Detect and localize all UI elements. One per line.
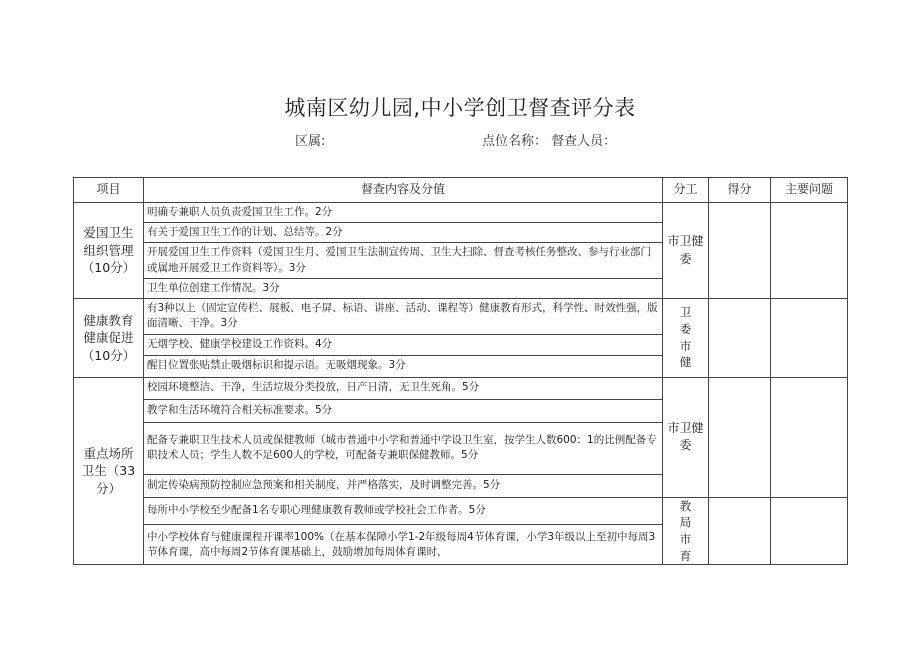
section-item: 爱国卫生组织管理（10分） xyxy=(74,203,144,299)
score-cell[interactable] xyxy=(709,299,771,377)
header-content: 督查内容及分值 xyxy=(144,178,663,203)
score-cell[interactable] xyxy=(709,203,771,299)
content-cell: 卫生单位创建工作情况。3分 xyxy=(144,278,663,298)
content-cell: 校园环境整洁、干净，生活垃圾分类投放，日产日清，无卫生死角。5分 xyxy=(144,377,663,399)
division-cell: 市卫健委 xyxy=(663,377,709,497)
header-score: 得分 xyxy=(709,178,771,203)
header-item: 项目 xyxy=(74,178,144,203)
table-row xyxy=(74,299,848,334)
content-cell: 明确专兼职人员负责爱国卫生工作。2分 xyxy=(144,203,663,223)
section-item: 重点场所卫生（33分） xyxy=(74,377,144,565)
content-cell: 开展爱国卫生工作资料（爱国卫生月、爱国卫生法制宣传周、卫生大扫除、督查考核任务整改、参与行业部门或属地开展爱卫工作资料等）。3分 xyxy=(144,243,663,278)
content-cell: 醒目位置张贴禁止吸烟标识和提示语。无吸烟现象。3分 xyxy=(144,355,663,377)
content-cell: 制定传染病预防控制应急预案和相关制度，并严格落实，及时调整完善。5分 xyxy=(144,474,663,497)
content-cell: 每所中小学校至少配备1名专职心理健康教育教师或学校社会工作者。5分 xyxy=(144,497,663,525)
document-title: 城南区幼儿园,中小学创卫督查评分表 xyxy=(284,96,636,120)
district-label: 区属: xyxy=(295,134,326,149)
location-people-label: 点位名称： 督查人员： xyxy=(482,134,617,149)
header-division: 分工 xyxy=(663,178,709,203)
table-header-row xyxy=(74,178,848,203)
content-cell: 无烟学校、健康学校建设工作资料。4分 xyxy=(144,334,663,355)
division-cell: 卫委市健 xyxy=(663,299,709,377)
division-cell: 教局市育 xyxy=(663,497,709,565)
issues-cell[interactable] xyxy=(771,497,848,565)
section-item: 健康教育健康促进（10分） xyxy=(74,299,144,377)
header-issues: 主要问题 xyxy=(771,178,848,203)
score-cell[interactable] xyxy=(709,497,771,565)
content-cell: 有3种以上（固定宣传栏、展板、电子屏、标语、讲座、活动、课程等）健康教育形式，科学性、时效性强，版面清晰、干净。3分 xyxy=(144,299,663,334)
issues-cell[interactable] xyxy=(771,203,848,299)
content-cell: 配备专兼职卫生技术人员或保健教师（城市普通中小学和普通中学设卫生室，按学生人数600：1的比例配备专职技术人员；学生人数不足600人的学校，可配备专兼职保健教师。5分 xyxy=(144,422,663,474)
table-row xyxy=(74,377,848,399)
table-row xyxy=(74,203,848,223)
score-table xyxy=(73,177,848,565)
issues-cell[interactable] xyxy=(771,377,848,497)
table-row xyxy=(74,497,848,525)
division-cell: 市卫健委 xyxy=(663,203,709,299)
content-cell: 中小学校体育与健康课程开课率100%（在基本保障小学1-2年级每周4节体育课，小学3年级以上至初中每周3节体育课，高中每周2节体育课基础上，鼓励增加每周体育课时， xyxy=(144,525,663,565)
content-cell: 教学和生活环境符合相关标准要求。5分 xyxy=(144,399,663,422)
score-cell[interactable] xyxy=(709,377,771,497)
issues-cell[interactable] xyxy=(771,299,848,377)
content-cell: 有关于爱国卫生工作的计划、总结等。2分 xyxy=(144,223,663,243)
